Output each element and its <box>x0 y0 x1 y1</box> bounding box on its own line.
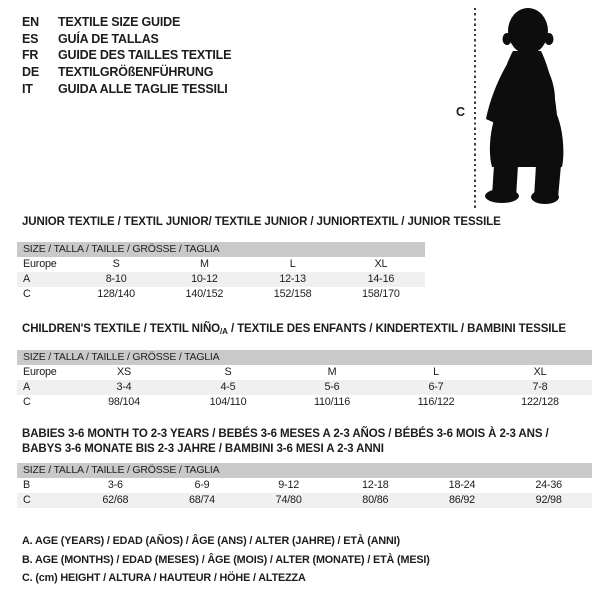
guide-title: GUÍA DE TALLAS <box>58 31 159 46</box>
table-cell: 18-24 <box>448 479 476 491</box>
table-cell: 8-10 <box>105 273 127 285</box>
table-cell: 10-12 <box>191 273 218 285</box>
table-cell: L <box>433 366 439 378</box>
language-row-en <box>22 14 231 31</box>
language-code: IT <box>22 81 33 96</box>
table-cell: 74/80 <box>275 494 302 506</box>
table-cell: 6-9 <box>194 479 210 491</box>
size-header-bar: SIZE / TALLA / TAILLE / GRÖSSE / TAGLIA <box>17 242 425 257</box>
table-cell: L <box>289 258 296 270</box>
table-cell: 5-6 <box>324 381 340 393</box>
table-cell: 3-6 <box>107 479 123 491</box>
guide-title: TEXTILGRÖßENFÜHRUNG <box>58 65 214 80</box>
section-title-line2: BABYS 3-6 MONATE BIS 2-3 JAHRE / BAMBINI 3-6 MESI A 2-3 ANNI <box>22 443 384 455</box>
table-row <box>17 478 592 493</box>
section-title-part: / TEXTILE DES ENFANTS / KINDERTEXTIL / BAMBINI TESSILE <box>227 323 566 335</box>
table-cell: 4-5 <box>220 381 236 393</box>
language-row-it <box>22 81 231 98</box>
table-cell: 98/104 <box>108 396 140 408</box>
table-cell: 110/116 <box>313 396 351 408</box>
table-cell: 62/68 <box>102 494 129 506</box>
table-cell: 14-16 <box>367 273 395 285</box>
baby-silhouette-image <box>481 7 571 207</box>
height-measure-dashed-line <box>474 8 476 210</box>
guide-title: TEXTILE SIZE GUIDE <box>58 15 181 29</box>
guide-title: GUIDE DES TAILLES TEXTILE <box>58 48 232 63</box>
table-body <box>17 365 592 410</box>
section-title: JUNIOR TEXTILE / TEXTIL JUNIOR/ TEXTILE JUNIOR / JUNIORTEXTIL / JUNIOR TESSILE <box>22 216 501 228</box>
table-cell: 92/98 <box>535 494 562 506</box>
language-code: EN <box>22 15 39 29</box>
table-cell: 12-13 <box>279 273 306 285</box>
table-cell: 9-12 <box>278 479 300 491</box>
section-title-line1: BABIES 3-6 MONTH TO 2-3 YEARS / BEBÉS 3-6 MESES A 2-3 AÑOS / BÉBÉS 3-6 MOIS À 2-3 ANS / <box>22 428 549 440</box>
language-row-de <box>22 64 231 81</box>
table-row <box>17 257 425 272</box>
section-babies-textile <box>17 427 592 506</box>
children-size-table <box>17 350 592 410</box>
language-title-list <box>22 14 231 97</box>
table-cell: 80/86 <box>362 494 389 506</box>
footnote-legend <box>22 532 430 588</box>
table-cell: S <box>224 366 232 378</box>
table-row <box>17 365 592 380</box>
table-cell: 104/110 <box>209 396 247 408</box>
table-cell: XS <box>116 366 131 378</box>
section-children-textile <box>17 322 592 408</box>
size-header-bar: SIZE / TALLA / TAILLE / GRÖSSE / TAGLIA <box>17 350 592 365</box>
table-cell: 68/74 <box>188 494 215 506</box>
row-label: C <box>23 288 31 300</box>
section-title <box>17 322 592 339</box>
table-cell: 116/122 <box>417 396 455 408</box>
table-body <box>17 478 592 508</box>
language-code: DE <box>22 65 39 80</box>
height-measure-label: C <box>456 105 466 119</box>
table-row <box>17 493 592 508</box>
row-label: Europe <box>23 258 57 270</box>
babies-size-table <box>17 463 592 508</box>
table-cell: 24-36 <box>535 479 562 491</box>
table-row <box>17 395 592 410</box>
language-row-fr <box>22 47 231 64</box>
size-header-bar: SIZE / TALLA / TAILLE / GRÖSSE / TAGLIA <box>17 463 592 478</box>
row-label: A <box>23 273 31 285</box>
row-label: C <box>23 494 31 506</box>
table-cell: XL <box>374 258 388 270</box>
section-junior-textile <box>17 215 501 300</box>
junior-size-table <box>17 242 425 302</box>
table-cell: S <box>112 258 120 270</box>
row-label: C <box>23 396 31 408</box>
table-cell: M <box>199 258 209 270</box>
guide-title: GUIDA ALLE TAGLIE TESSILI <box>58 81 228 96</box>
table-cell: 140/152 <box>185 288 224 300</box>
language-code: ES <box>22 31 39 46</box>
footnote-a: A. AGE (YEARS) / EDAD (AÑOS) / ÂGE (ANS) / ALTER (JAHRE) / ETÀ (ANNI) <box>22 535 400 547</box>
table-cell: 122/128 <box>521 396 559 408</box>
table-cell: M <box>327 366 337 378</box>
footnote-c: C. (cm) HEIGHT / ALTURA / HAUTEUR / HÖHE / ALTEZZA <box>22 572 306 585</box>
language-row-es <box>22 31 231 48</box>
row-label: A <box>23 381 31 393</box>
table-cell: 86/92 <box>448 494 475 506</box>
footnote-b: B. AGE (MONTHS) / EDAD (MESES) / ÂGE (MOIS) / ALTER (MONATE) / ETÀ (MESI) <box>22 553 430 566</box>
table-body <box>17 257 425 302</box>
table-row <box>17 287 425 302</box>
row-label: Europe <box>23 366 57 378</box>
language-code: FR <box>22 48 39 63</box>
section-title-subscript: /A <box>220 327 228 336</box>
table-cell: 6-7 <box>428 381 444 393</box>
table-cell: 152/158 <box>273 288 312 300</box>
table-cell: 7-8 <box>532 381 548 393</box>
section-title-part: CHILDREN'S TEXTILE / TEXTIL NIÑO <box>22 323 221 335</box>
table-cell: 158/170 <box>362 288 400 300</box>
table-row <box>17 380 592 395</box>
table-cell: 128/140 <box>97 288 135 300</box>
table-cell: 3-4 <box>116 381 132 393</box>
table-cell: XL <box>533 366 547 378</box>
table-cell: 12-18 <box>362 479 389 491</box>
table-row <box>17 272 425 287</box>
row-label: B <box>23 479 31 491</box>
